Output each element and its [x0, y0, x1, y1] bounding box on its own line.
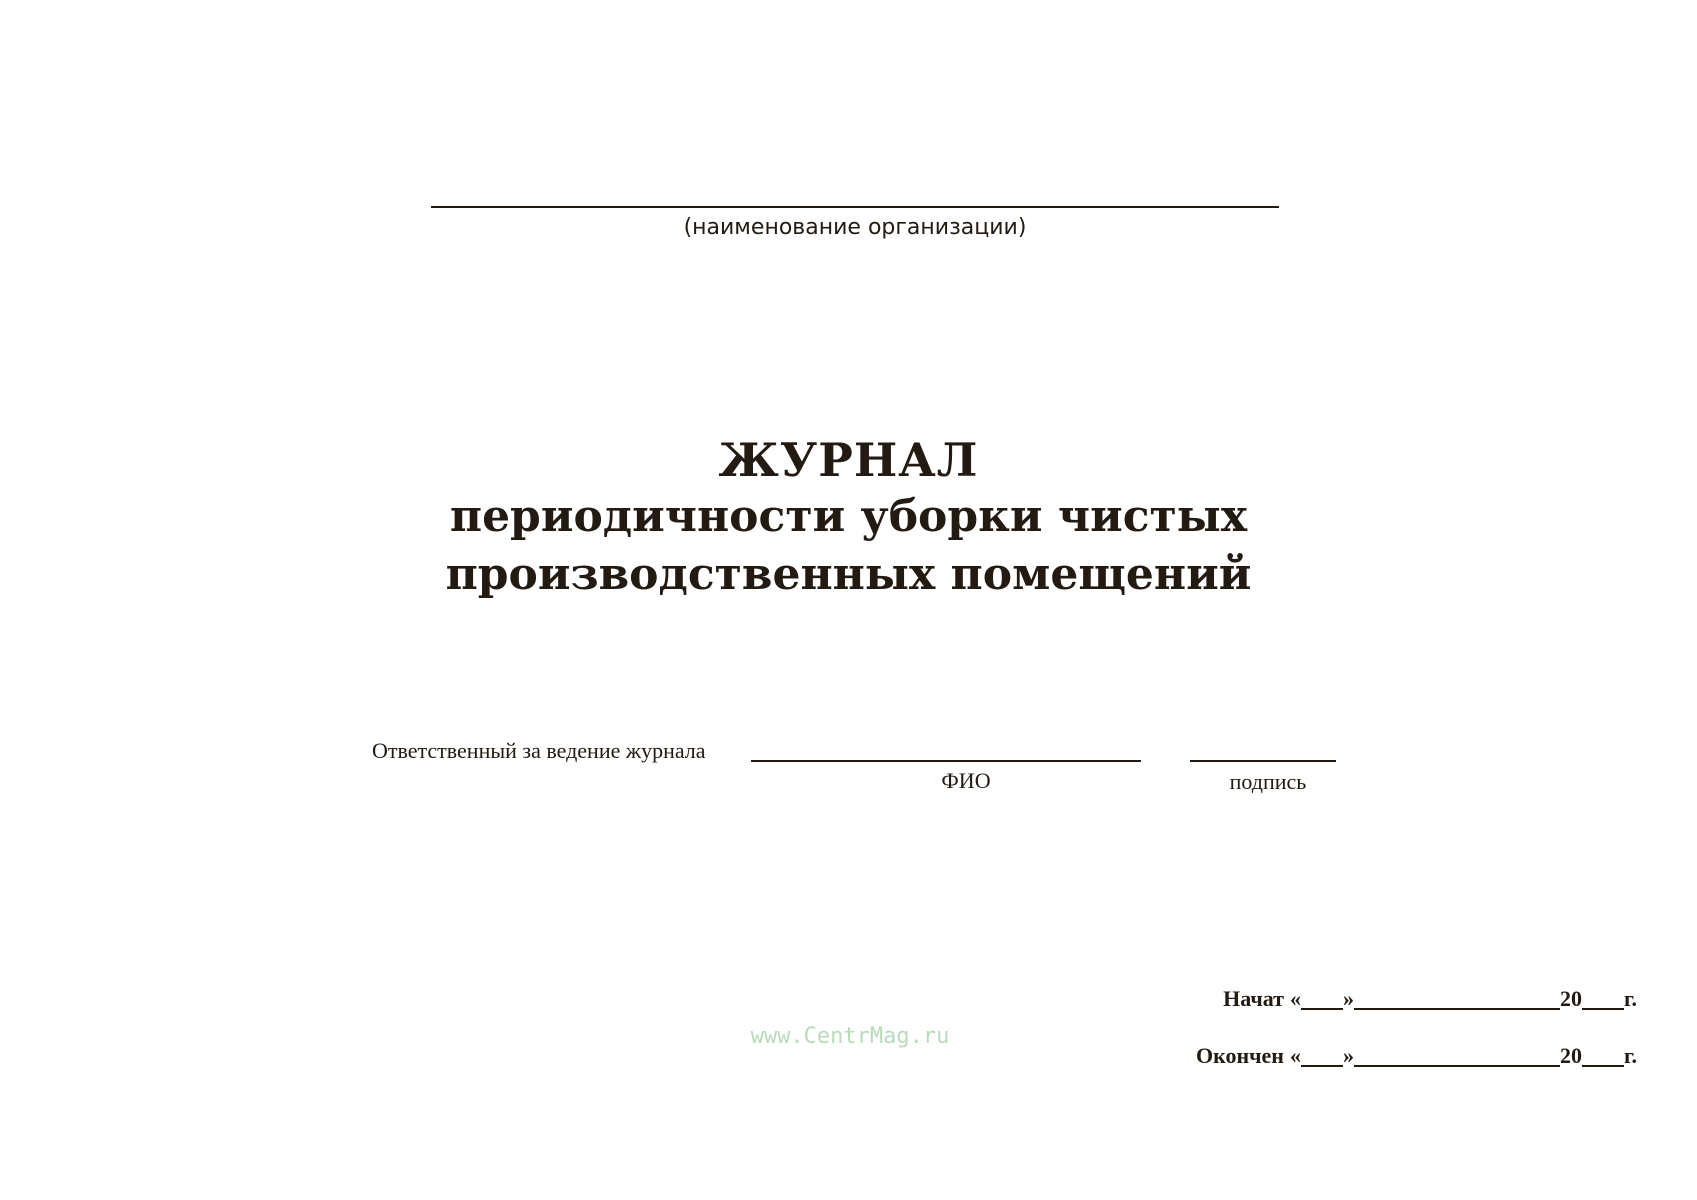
end-close-quote: »: [1342, 1043, 1354, 1068]
end-year-prefix: 20: [1559, 1043, 1582, 1068]
end-year-suffix: г.: [1623, 1043, 1637, 1068]
watermark: www.CentrMag.ru: [750, 1024, 950, 1049]
start-open-quote: «: [1289, 986, 1301, 1011]
end-year-blank: [1582, 1043, 1624, 1067]
end-date-row: [1196, 1041, 1637, 1071]
fio-caption: ФИО: [941, 768, 991, 793]
title-main: ЖУРНАЛ: [718, 433, 979, 487]
end-month-blank: [1354, 1043, 1560, 1067]
fio-line: [751, 760, 1141, 762]
start-date-label: Начат: [1223, 986, 1284, 1011]
start-close-quote: »: [1342, 986, 1354, 1011]
signature-caption: подпись: [1229, 769, 1307, 794]
end-open-quote: «: [1289, 1043, 1301, 1068]
start-year-prefix: 20: [1559, 986, 1582, 1011]
start-month-blank: [1354, 986, 1560, 1010]
start-year-blank: [1582, 986, 1624, 1010]
title-line-1: периодичности уборки чистых: [449, 491, 1248, 542]
signature-line: [1190, 760, 1336, 762]
start-date-row: [1223, 984, 1637, 1014]
title-line-2: производственных помещений: [445, 549, 1252, 600]
journal-title: [300, 432, 1397, 604]
start-year-suffix: г.: [1623, 986, 1637, 1011]
responsible-label: Ответственный за ведение журнала: [372, 738, 706, 763]
end-day-blank: [1301, 1043, 1343, 1067]
end-date-label: Окончен: [1195, 1043, 1284, 1068]
start-day-blank: [1301, 986, 1343, 1010]
organization-name-caption: (наименование организации): [683, 215, 1027, 240]
organization-name-line: [431, 206, 1279, 208]
